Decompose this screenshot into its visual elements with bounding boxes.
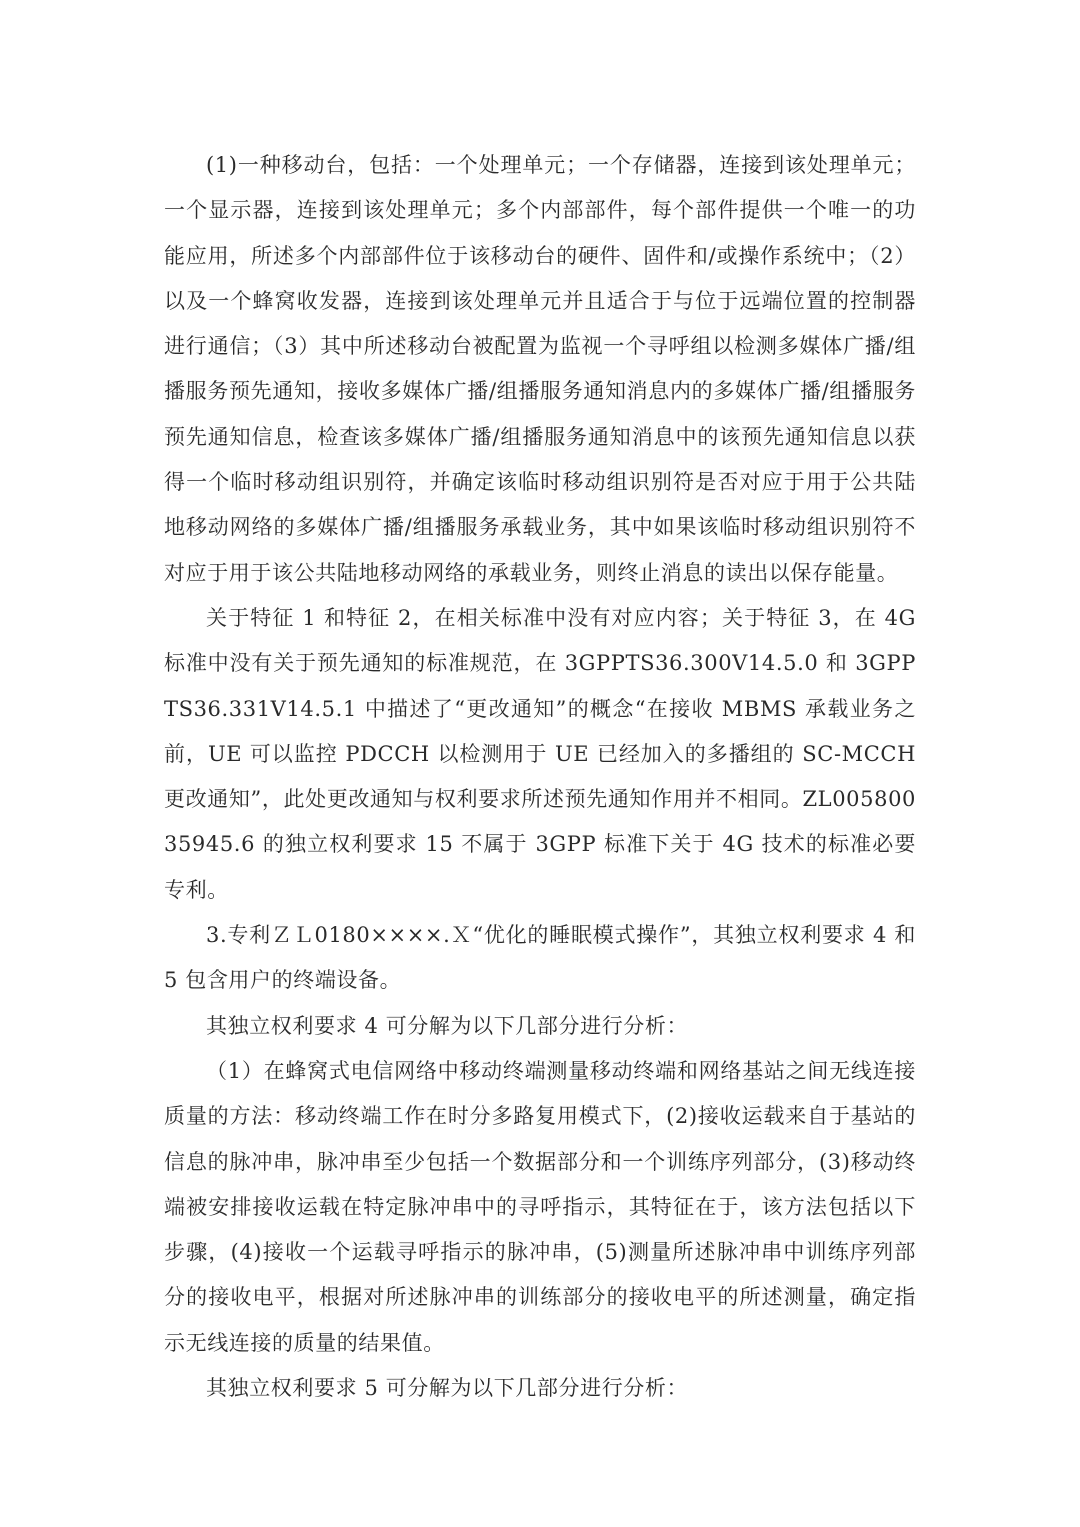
paragraph-claim-4-intro: 其独立权利要求 4 可分解为以下几部分进行分析： — [206, 1013, 689, 1038]
paragraph-patent-3: 3.专利ＺＬ0180××××.Ｘ“优化的睡眠模式操作”，其独立权利要求 4 和 5 包含用户的终端设备。 — [164, 923, 916, 993]
document-body — [164, 143, 916, 1411]
paragraph-mobile-station-claim: (1)一种移动台，包括：一个处理单元；一个存储器，连接到该处理单元；一个显示器，连接到该处理单元；多个内部部件，每个部件提供一个唯一的功能应用，所述多个内部部件位于该移动台的硬件、固件和/或操作系统中；（2）以及一个蜂窝收发器，连接到该处理单元并且适合于与位于远端位置的控制器进行通信；（3）其中所述移动台被配置为监视一个寻呼组以检测多媒体广播/组播服务预先通知，接收多媒体广播/组播服务通知消息内的多媒体广播/组播服务预先通知信息，检查该多媒体广播/组播服务通知消息中的该预先通知信息以获得一个临时移动组识别符，并确定该临时移动组识别符是否对应于用于公共陆地移动网络的多媒体广播/组播服务承载业务，其中如果该临时移动组识别符不对应于用于该公共陆地移动网络的承载业务，则终止消息的读出以保存能量。 — [164, 153, 916, 585]
paragraph-claim-4-method: （1）在蜂窝式电信网络中移动终端测量移动终端和网络基站之间无线连接质量的方法：移动终端工作在时分多路复用模式下，(2)接收运载来自于基站的信息的脉冲串，脉冲串至少包括一个数据部分和一个训练序列部分，(3)移动终端被安排接收运载在特定脉冲串中的寻呼指示，其特征在于，该方法包括以下步骤，(4)接收一个运载寻呼指示的脉冲串，(5)测量所述脉冲串中训练序列部分的接收电平，根据对所述脉冲串的训练部分的接收电平的所述测量，确定指示无线连接的质量的结果值。 — [164, 1058, 916, 1355]
paragraph-claim-5-intro: 其独立权利要求 5 可分解为以下几部分进行分析： — [206, 1376, 689, 1401]
paragraph-feature-analysis: 关于特征 1 和特征 2，在相关标准中没有对应内容；关于特征 3，在 4G 标准中没有关于预先通知的标准规范，在 3GPPTS36.300V14.5.0 和 3GPPTS36.331V14.5.1 中描述了“更改通知”的概念“在接收 MBMS 承载业务之前，UE 可以监控 PDCCH 以检测用于 UE 已经加入的多播组的 SC-MCCH 更改通知”，此处更改通知与权利要求所述预先通知作用并不相同。ZL00580035945.6 的独立权利要求 15 不属于 3GPP 标准下关于 4G 技术的标准必要专利。 — [164, 605, 916, 902]
